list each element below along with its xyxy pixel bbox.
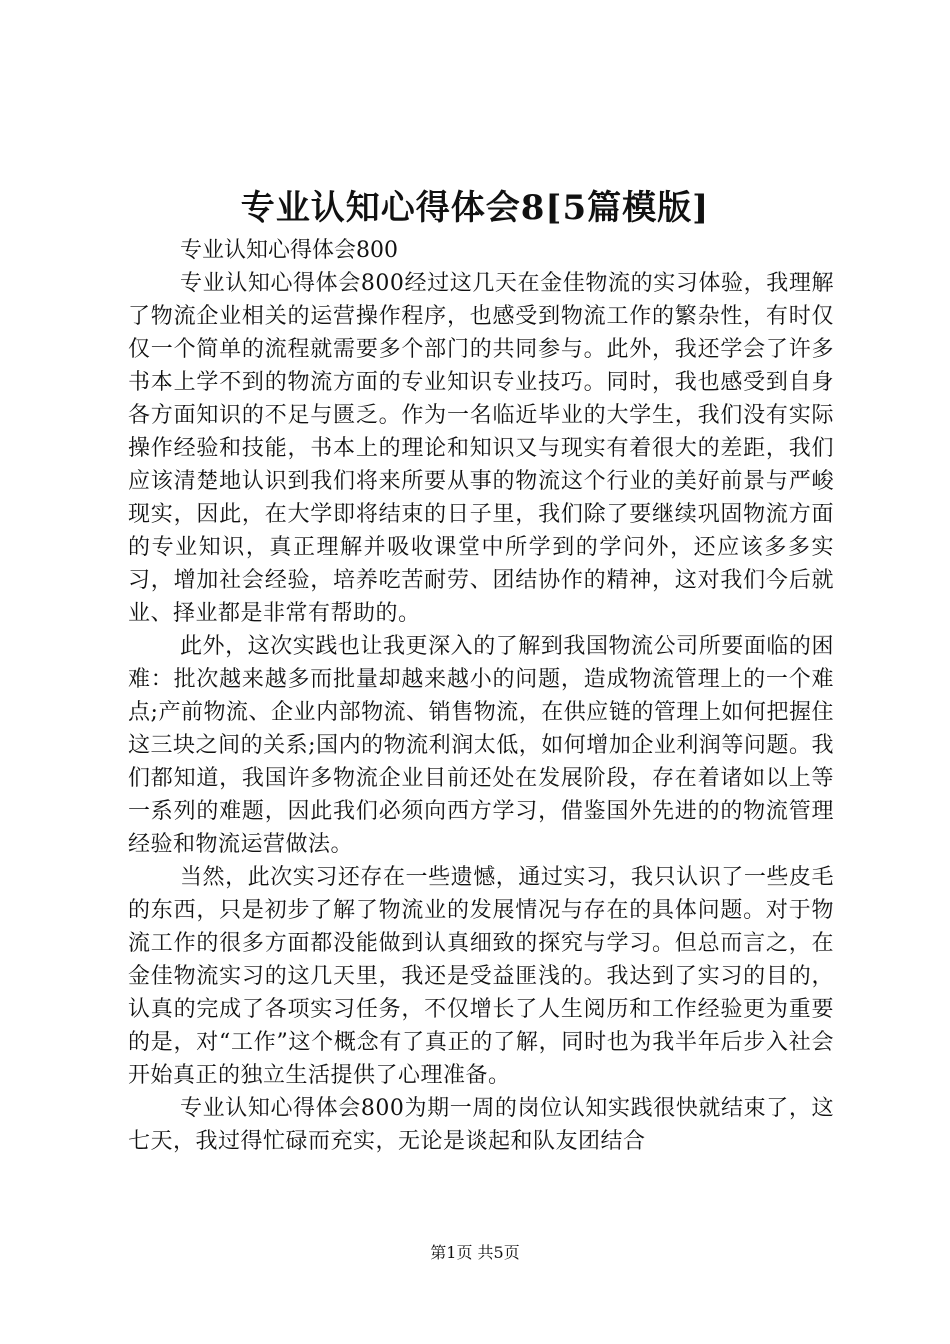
document-title: 专业认知心得体会8[5篇模版] <box>240 188 710 228</box>
paragraph: 专业认知心得体会800为期一周的岗位认知实践很快就结束了，这七天，我过得忙碌而充实，无论是谈起和队友团结合 <box>128 1096 834 1154</box>
section-subheading: 专业认知心得体会800 <box>180 238 398 263</box>
paragraph: 专业认知心得体会800经过这几天在金佳物流的实习体验，我理解了物流企业相关的运营操作程序，也感受到物流工作的繁杂性，有时仅仅一个简单的流程就需要多个部门的共同参与。此外，我还学会了许多书本上学不到的物流方面的专业知识专业技巧。同时，我也感受到自身各方面知识的不足与匮乏。作为一名临近毕业的大学生，我们没有实际操作经验和技能，书本上的理论和知识又与现实有着很大的差距，我们应该清楚地认识到我们将来所要从事的物流这个行业的美好前景与严峻现实，因此，在大学即将结束的日子里，我们除了要继续巩固物流方面的专业知识，真正理解并吸收课堂中所学到的学问外，还应该多多实习，增加社会经验，培养吃苦耐劳、团结协作的精神，这对我们今后就业、择业都是非常有帮助的。 <box>128 271 834 626</box>
page-footer: 第1页 共5页 <box>430 1243 520 1262</box>
paragraph: 此外，这次实践也让我更深入的了解到我国物流公司所要面临的困难：批次越来越多而批量却越来越小的问题，造成物流管理上的一个难点;产前物流、企业内部物流、销售物流，在供应链的管理上如何把握住这三块之间的关系;国内的物流利润太低，如何增加企业利润等问题。我们都知道，我国许多物流企业目前还处在发展阶段，存在着诸如以上等一系列的难题，因此我们必须向西方学习，借鉴国外先进的的物流管理经验和物流运营做法。 <box>128 634 834 857</box>
document-body <box>128 234 834 1158</box>
paragraph: 当然，此次实习还存在一些遗憾，通过实习，我只认识了一些皮毛的东西，只是初步了解了物流业的发展情况与存在的具体问题。对于物流工作的很多方面都没能做到认真细致的探究与学习。但总而言之，在金佳物流实习的这几天里，我还是受益匪浅的。我达到了实习的目的，认真的完成了各项实习任务，不仅增长了人生阅历和工作经验更为重要的是，对“工作”这个概念有了真正的了解，同时也为我半年后步入社会开始真正的独立生活提供了心理准备。 <box>128 865 834 1088</box>
